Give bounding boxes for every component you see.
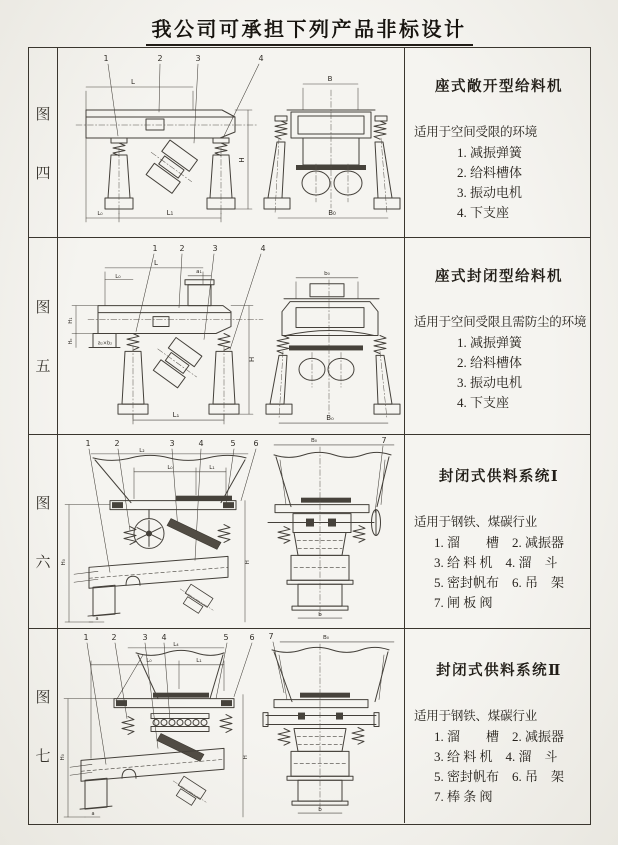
callout-1: 1 bbox=[83, 632, 89, 642]
application-note: 适用于钢铁、煤碳行业 bbox=[414, 515, 538, 529]
spring-front-right bbox=[353, 526, 365, 543]
part-item: 4. 下支座 bbox=[457, 205, 510, 220]
side-view bbox=[76, 54, 264, 222]
figure-char: 图 bbox=[35, 690, 51, 706]
spring-left bbox=[122, 717, 134, 735]
technical-drawing-fig4 bbox=[58, 48, 404, 237]
dim-H1: H₁ bbox=[67, 317, 75, 324]
figure-char: 七 bbox=[35, 749, 51, 765]
description-fig4 bbox=[404, 48, 590, 237]
dim-a1: a₁ bbox=[196, 268, 202, 275]
part-item: 2. 给料槽体 bbox=[457, 355, 523, 370]
part-item: 3. 给 料 机 4. 溜 斗 bbox=[434, 555, 558, 570]
front-view bbox=[264, 75, 400, 218]
callout-6: 6 bbox=[253, 438, 259, 448]
callout-3: 3 bbox=[169, 438, 175, 448]
page-title bbox=[0, 13, 618, 46]
dim-L0: L₀ bbox=[146, 657, 152, 664]
callout-2: 2 bbox=[179, 243, 185, 253]
dim-b: b bbox=[318, 807, 322, 814]
bar-grate-valve bbox=[151, 714, 209, 732]
product-title: 座式敞开型给料机 bbox=[435, 79, 563, 95]
front-view bbox=[268, 436, 394, 618]
product-title: 座式封闭型给料机 bbox=[435, 269, 563, 285]
dim-L1: L₁ bbox=[196, 657, 202, 664]
dim-H: H bbox=[244, 560, 252, 565]
callout-3: 3 bbox=[212, 243, 218, 253]
callout-3: 3 bbox=[195, 54, 201, 63]
dim-L0: L₀ bbox=[167, 464, 173, 471]
parts-list bbox=[457, 333, 584, 413]
dim-a: a bbox=[91, 811, 95, 818]
deck-plate bbox=[275, 505, 369, 513]
callout-3: 3 bbox=[142, 632, 148, 642]
leg-left bbox=[105, 148, 133, 214]
spring-front-right bbox=[352, 727, 364, 744]
callout-7: 7 bbox=[381, 435, 387, 445]
table-row-fig5 bbox=[29, 237, 590, 434]
dim-a2b2: a₂×b₂ bbox=[97, 340, 113, 347]
figure-char: 图 bbox=[35, 106, 51, 123]
parts-list bbox=[434, 727, 584, 807]
dim-H: H bbox=[238, 157, 246, 163]
description-fig5 bbox=[404, 238, 590, 434]
discharge-chute bbox=[80, 778, 112, 809]
drawing-fig6 bbox=[58, 435, 404, 628]
dim-L: L bbox=[154, 258, 158, 267]
grate-shafts bbox=[263, 713, 379, 727]
handwheel-icon bbox=[134, 510, 164, 549]
product-table bbox=[28, 47, 591, 825]
vibration-motor bbox=[146, 333, 208, 393]
part-item: 7. 闸 板 阀 bbox=[434, 595, 493, 610]
callout-2: 2 bbox=[114, 438, 120, 448]
callout-2: 2 bbox=[157, 54, 163, 63]
dim-L0: L₀ bbox=[115, 273, 121, 280]
inlet-chute bbox=[185, 269, 214, 306]
parts-list bbox=[434, 533, 584, 613]
dim-B0: B₀ bbox=[322, 634, 330, 641]
part-item: 1. 溜 槽 2. 减振器 bbox=[434, 729, 565, 744]
dim-L0: L₀ bbox=[97, 211, 103, 217]
figure-label-fig4 bbox=[29, 48, 58, 237]
parts-list bbox=[457, 143, 584, 223]
dim-B0: B₀ bbox=[326, 414, 334, 423]
part-item: 3. 振动电机 bbox=[457, 185, 523, 200]
part-item: 4. 下支座 bbox=[457, 395, 510, 410]
deck-plate bbox=[274, 700, 368, 708]
side-view bbox=[60, 633, 255, 817]
vibration-motor bbox=[174, 581, 218, 619]
callout-1: 1 bbox=[152, 243, 158, 253]
gate-shaft bbox=[268, 510, 381, 536]
description-fig6 bbox=[404, 435, 590, 628]
part-item: 2. 给料槽体 bbox=[457, 165, 523, 180]
dim-H0: H₀ bbox=[59, 754, 67, 761]
dim-b: b bbox=[318, 612, 322, 619]
dim-H: H bbox=[247, 356, 257, 362]
callout-1: 1 bbox=[103, 54, 109, 63]
leg-right bbox=[207, 148, 235, 214]
application-note: 适用于空间受限的环境 bbox=[414, 125, 538, 139]
figure-char: 四 bbox=[35, 165, 51, 182]
figure-char: 六 bbox=[35, 554, 51, 571]
deck-plate bbox=[114, 699, 234, 708]
dim-L1: L₁ bbox=[209, 464, 215, 471]
callout-5: 5 bbox=[223, 632, 229, 642]
dim-L4: L₄ bbox=[173, 641, 179, 648]
spring-front-right bbox=[374, 336, 386, 354]
vibration-motor bbox=[167, 773, 211, 811]
lower-trough bbox=[74, 556, 228, 588]
figure-label-fig6 bbox=[29, 435, 58, 628]
drawing-fig7 bbox=[58, 629, 404, 823]
callout-4: 4 bbox=[161, 632, 167, 642]
front-leg-right bbox=[374, 351, 400, 419]
callout-1: 1 bbox=[85, 438, 91, 448]
dim-L1: L₁ bbox=[172, 411, 180, 420]
part-item: 5. 密封帆布 6. 吊 架 bbox=[434, 769, 565, 784]
dim-B: B bbox=[327, 75, 333, 83]
technical-drawing-fig5 bbox=[58, 238, 404, 434]
part-item: 7. 棒 条 阀 bbox=[434, 789, 493, 804]
spring-front-left bbox=[278, 527, 290, 544]
part-item: 5. 密封帆布 6. 吊 架 bbox=[434, 575, 565, 590]
side-view bbox=[68, 244, 266, 424]
drawing-fig5 bbox=[58, 238, 404, 434]
front-view bbox=[266, 271, 400, 423]
product-title: 封闭式供料系统Ⅰ bbox=[438, 469, 560, 485]
vibration-motor bbox=[139, 135, 204, 198]
spring-right bbox=[218, 525, 230, 543]
part-item: 3. 振动电机 bbox=[457, 375, 523, 390]
table-row-fig7 bbox=[29, 628, 590, 823]
front-leg-left bbox=[266, 351, 292, 419]
spring-front-right bbox=[374, 121, 386, 139]
application-note: 适用于钢铁、煤碳行业 bbox=[414, 709, 538, 723]
callout-6: 6 bbox=[249, 632, 255, 642]
dim-B0: B₀ bbox=[328, 209, 336, 217]
discharge-chute bbox=[89, 334, 120, 348]
table-row-fig6 bbox=[29, 434, 590, 628]
leg-right bbox=[209, 345, 239, 419]
callout-4: 4 bbox=[260, 243, 266, 253]
application-note: 适用于空间受限且需防尘的环境 bbox=[414, 315, 587, 329]
callout-5: 5 bbox=[230, 438, 236, 448]
leg-left bbox=[118, 345, 148, 419]
dim-L2: L₂ bbox=[139, 447, 145, 454]
description-fig7 bbox=[404, 629, 590, 823]
technical-drawing-fig7 bbox=[58, 629, 404, 823]
dim-b0: b₀ bbox=[324, 270, 330, 277]
part-item: 1. 溜 槽 2. 减振器 bbox=[434, 535, 565, 550]
callout-7: 7 bbox=[268, 631, 274, 641]
figure-label-fig7 bbox=[29, 629, 58, 823]
trough-body bbox=[86, 110, 235, 143]
callout-4: 4 bbox=[258, 54, 264, 63]
dim-a: a bbox=[95, 616, 99, 623]
figure-char: 图 bbox=[35, 495, 51, 512]
page-title-text: 我公司可承担下列产品非标设计 bbox=[146, 13, 473, 46]
table-row-fig4 bbox=[29, 48, 590, 237]
figure-char: 图 bbox=[35, 300, 51, 316]
spring-front-left bbox=[278, 728, 290, 745]
side-view bbox=[61, 439, 259, 622]
front-leg-right bbox=[374, 138, 400, 214]
spring-front-left bbox=[275, 121, 287, 139]
figure-char: 五 bbox=[35, 359, 51, 375]
part-item: 1. 减振弹簧 bbox=[457, 335, 523, 350]
technical-drawing-fig6 bbox=[58, 435, 404, 628]
front-leg-left bbox=[264, 138, 290, 214]
dim-H0: H₀ bbox=[67, 338, 75, 345]
feeder-incline bbox=[167, 519, 221, 550]
spring-right bbox=[220, 715, 232, 733]
deck-plate bbox=[110, 501, 236, 510]
front-view bbox=[263, 632, 394, 813]
hopper bbox=[93, 455, 246, 502]
spring-front-left bbox=[277, 336, 289, 354]
product-title: 封闭式供料系统Ⅱ bbox=[436, 663, 562, 679]
part-item: 1. 减振弹簧 bbox=[457, 145, 523, 160]
feeder-incline bbox=[157, 733, 204, 761]
callout-2: 2 bbox=[111, 632, 117, 642]
dim-L1: L₁ bbox=[166, 209, 174, 217]
part-item: 3. 给 料 机 4. 溜 斗 bbox=[434, 749, 558, 764]
dim-B0: B₀ bbox=[310, 437, 318, 444]
drawing-fig4 bbox=[58, 48, 404, 237]
figure-label-fig5 bbox=[29, 238, 58, 434]
discharge-chute bbox=[88, 585, 120, 616]
dim-L: L bbox=[131, 78, 135, 86]
dim-H0: H₀ bbox=[60, 559, 68, 566]
callout-4: 4 bbox=[198, 438, 204, 448]
dim-H: H bbox=[242, 755, 250, 760]
